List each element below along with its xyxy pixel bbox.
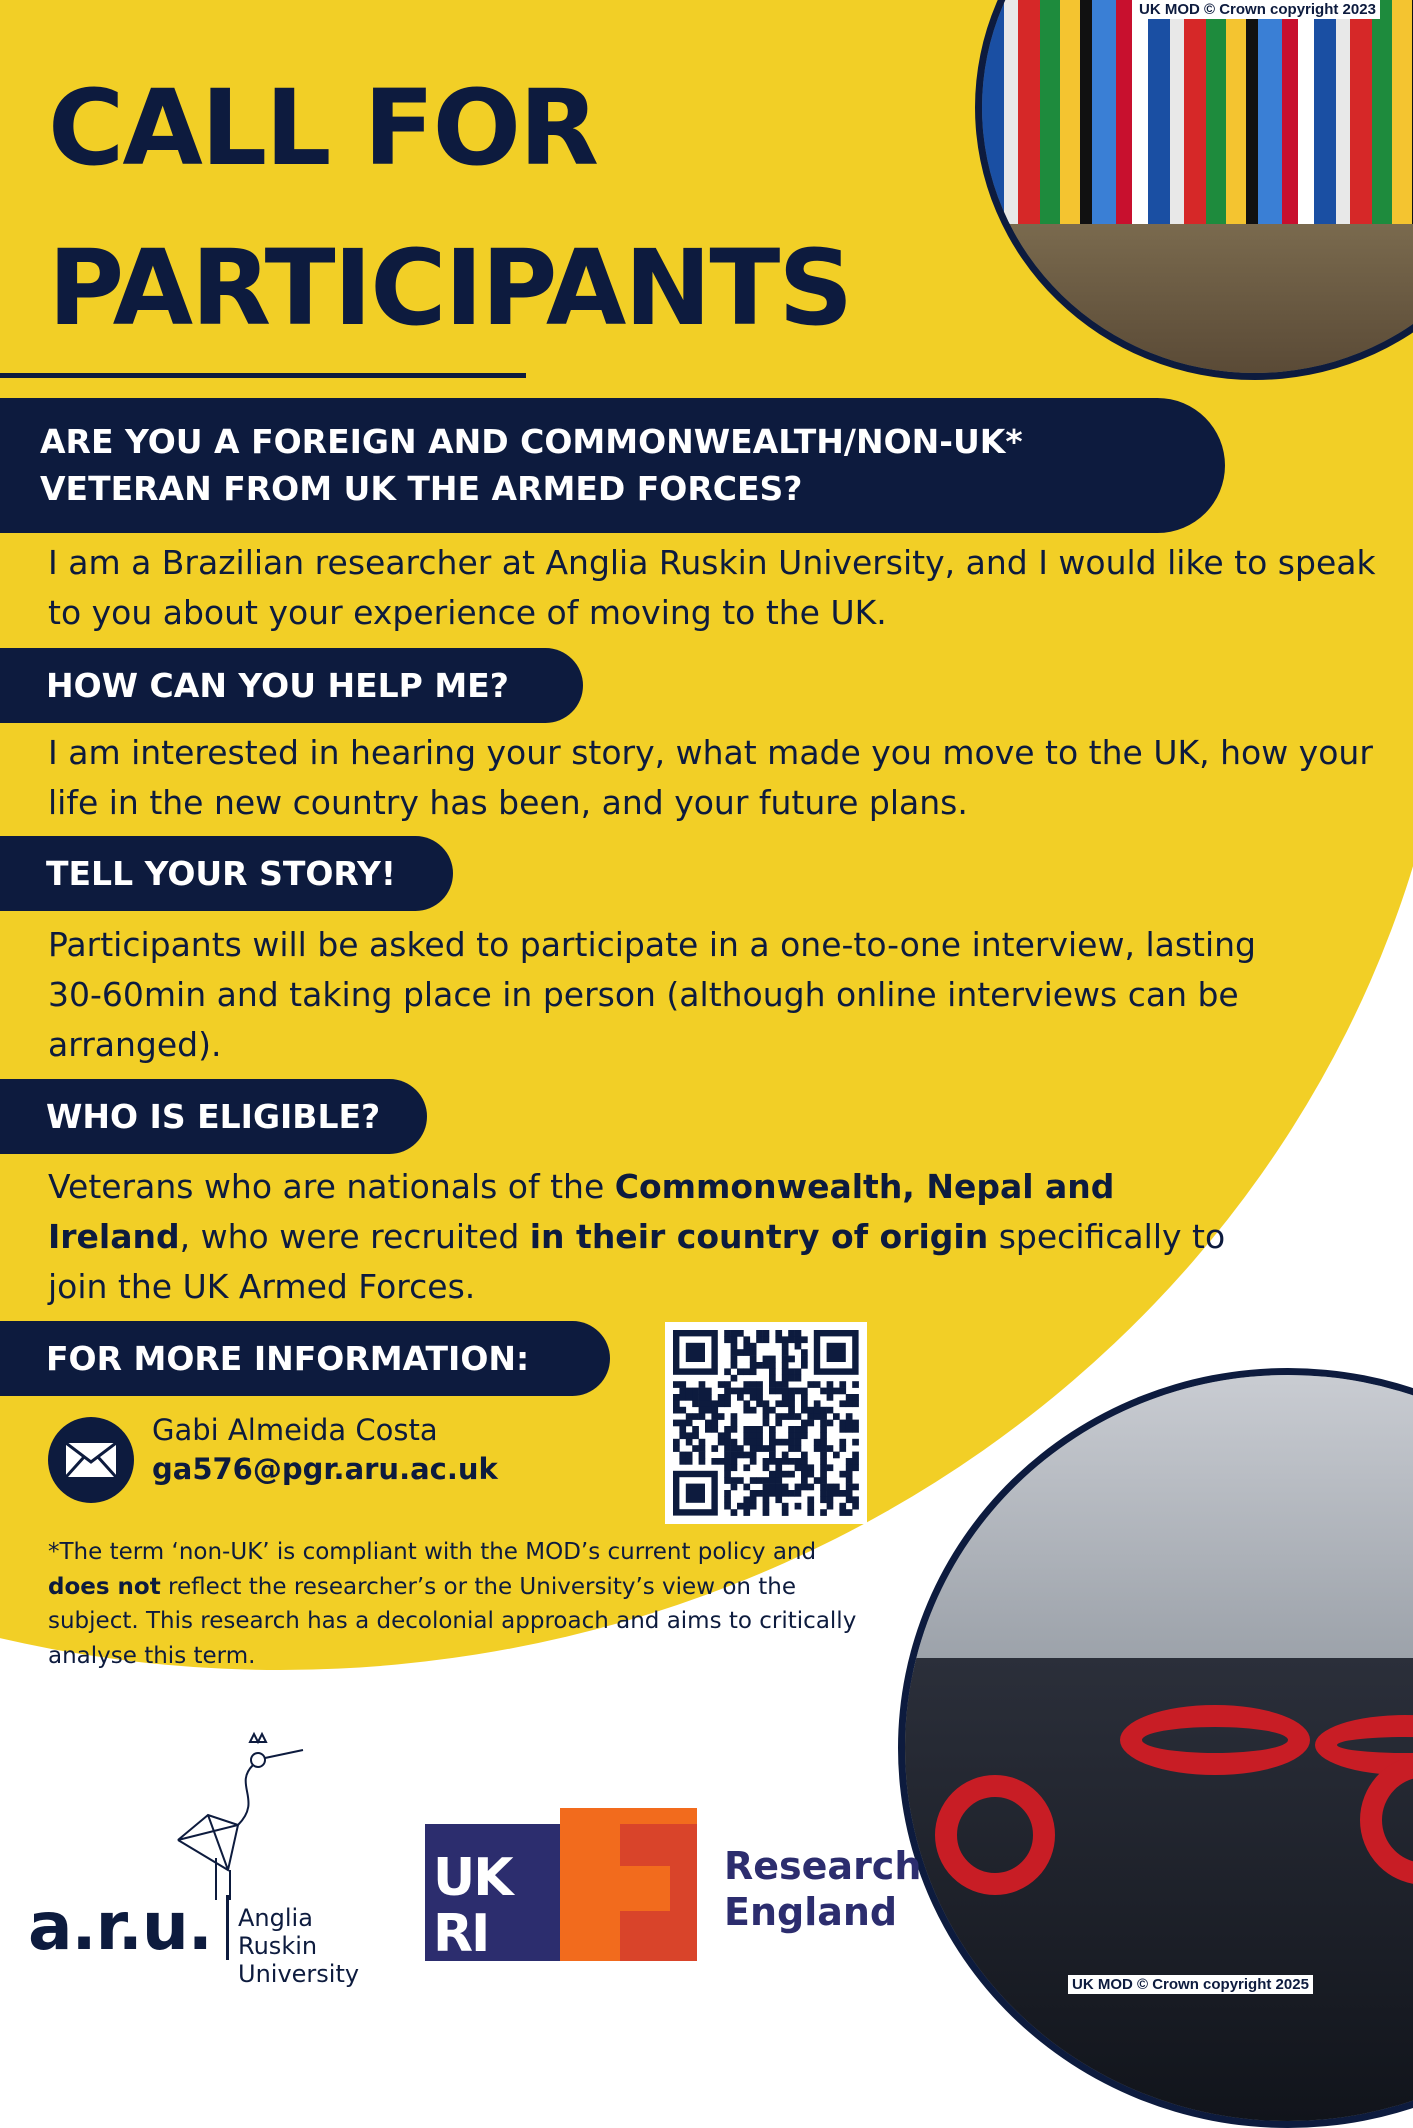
- poppy-wreath: [1120, 1705, 1310, 1775]
- ceremony-photo: [898, 1368, 1413, 2128]
- research-england-line2: England: [724, 1890, 898, 1934]
- info-heading: FOR MORE INFORMATION:: [46, 1339, 530, 1378]
- eligible-text-part2: , who were recruited: [179, 1217, 530, 1256]
- photo-credit-top: UK MOD © Crown copyright 2023: [1135, 0, 1380, 19]
- ukri-lettering: [433, 1850, 512, 1962]
- ukri-line1: UK: [433, 1848, 512, 1908]
- story-text: Participants will be asked to participate in a one-to-one interview, lasting 30-60min and taking place in person (although online interviews can be arranged).: [48, 925, 1256, 1064]
- heron-crest-icon: [138, 1730, 308, 1900]
- flags-image: [982, 0, 1413, 224]
- page-title-line2: PARTICIPANTS: [48, 227, 852, 349]
- aru-name-line2: University: [238, 1960, 360, 1988]
- story-heading: TELL YOUR STORY!: [46, 854, 396, 893]
- aru-logo: [28, 1730, 398, 1988]
- eligible-text: [48, 1162, 1248, 1312]
- aru-name-line1: Anglia Ruskin: [238, 1904, 318, 1960]
- aru-university-name: [238, 1904, 398, 1988]
- footnote-part2: reflect the researcher’s or the University’s view on the subject. This research has a decolonial approach and aims to critically analyse this term.: [48, 1573, 857, 1669]
- research-england-line1: Research: [724, 1844, 922, 1888]
- qr-code[interactable]: [665, 1322, 867, 1524]
- help-heading-banner: [0, 648, 583, 723]
- ukri-line2: RI: [433, 1904, 489, 1964]
- contact-email-link[interactable]: ga576@pgr.aru.ac.uk: [152, 1452, 498, 1486]
- eligible-text-bold1: Commonwealth, Nepal and Ireland: [48, 1167, 1115, 1256]
- flags-photo: [975, 0, 1413, 380]
- eligible-text-bold2: in their country of origin: [529, 1217, 989, 1256]
- envelope-icon: [48, 1417, 134, 1503]
- eligible-text-part3: specifically to join the UK Armed Forces.: [48, 1217, 1226, 1306]
- question-heading: ARE YOU A FOREIGN AND COMMONWEALTH/NON-UK* VETERAN FROM UK THE ARMED FORCES?: [40, 422, 1023, 508]
- footnote-part1: *The term ‘non-UK’ is compliant with the MOD’s current policy and: [48, 1539, 817, 1565]
- ukri-notch: [620, 1866, 670, 1911]
- poppy-wreath: [935, 1775, 1055, 1895]
- help-heading: HOW CAN YOU HELP ME?: [46, 666, 509, 705]
- eligible-text-part1: Veterans who are nationals of the: [48, 1167, 615, 1206]
- research-england-logo-text: [724, 1843, 921, 1935]
- aru-divider: [226, 1895, 229, 1960]
- title-divider: [0, 373, 526, 378]
- story-heading-banner: [0, 836, 453, 911]
- aru-wordmark: a.r.u.: [28, 1888, 212, 1965]
- ukri-box: [425, 1824, 560, 1964]
- footnote: [48, 1535, 868, 1673]
- contact-name: Gabi Almeida Costa: [152, 1413, 438, 1447]
- intro-text: I am a Brazilian researcher at Anglia Ruskin University, and I would like to speak to you about your experience of moving to the UK.: [48, 543, 1376, 632]
- ukri-logo: [425, 1808, 697, 1964]
- info-heading-banner: [0, 1321, 610, 1396]
- help-text: I am interested in hearing your story, what made you move to the UK, how your life in the new country has been, and your future plans.: [48, 733, 1373, 822]
- parade-ground-image: [982, 224, 1413, 373]
- page-title-line1: CALL FOR: [48, 67, 598, 189]
- photo-credit-bottom: UK MOD © Crown copyright 2025: [1068, 1975, 1313, 1994]
- question-banner: [0, 398, 1225, 533]
- footnote-bold: does not: [48, 1573, 161, 1600]
- ceremony-sky-image: [905, 1375, 1413, 1673]
- eligible-heading: WHO IS ELIGIBLE?: [46, 1097, 381, 1136]
- eligible-heading-banner: [0, 1079, 427, 1154]
